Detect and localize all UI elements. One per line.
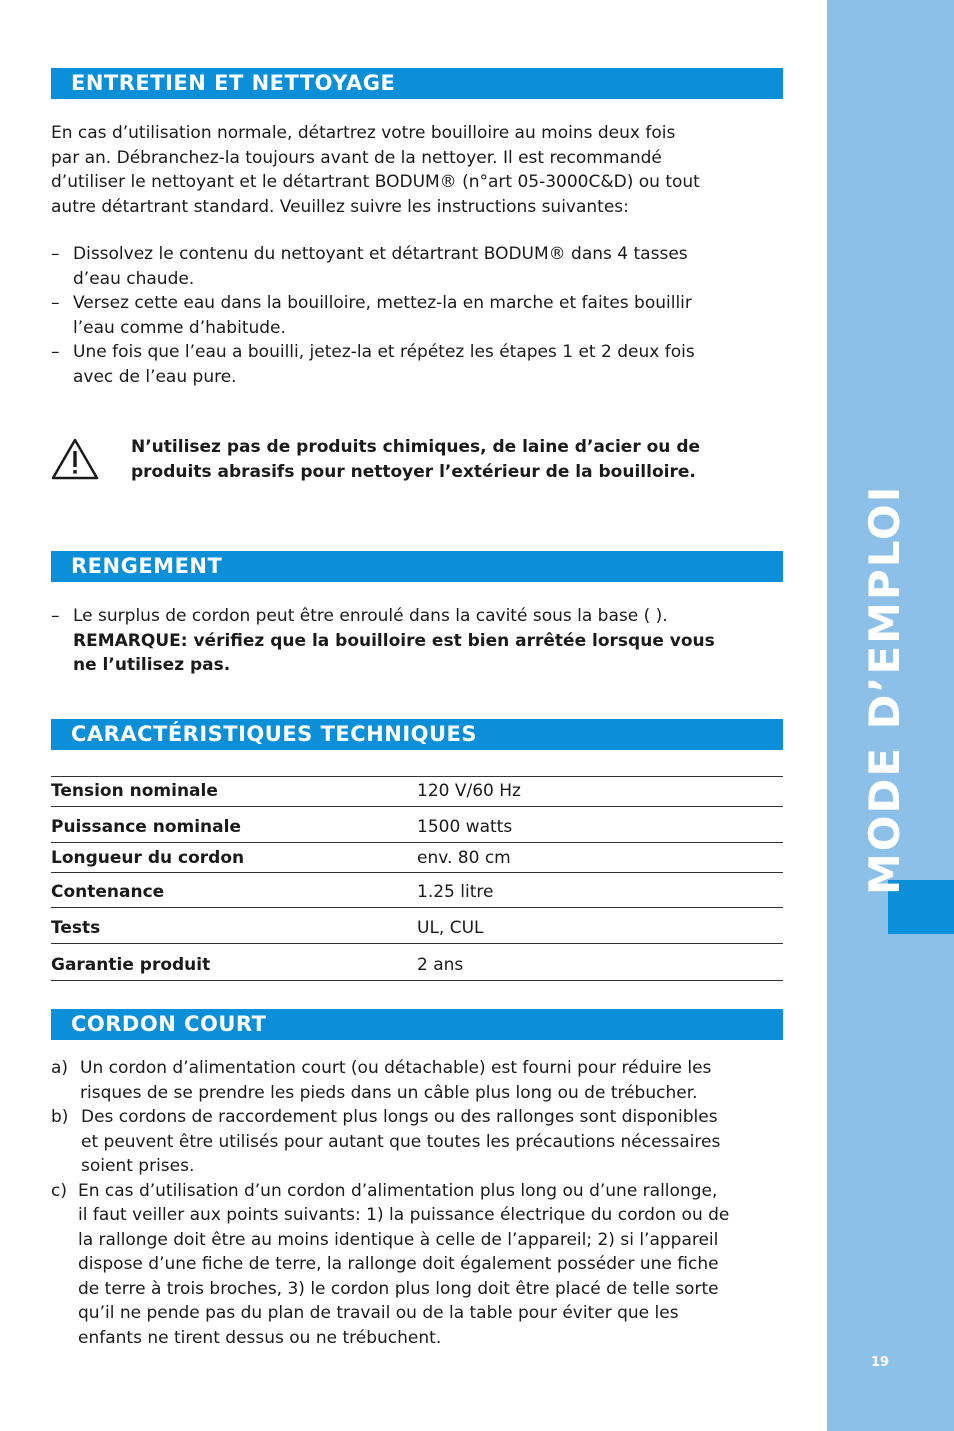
section1-intro	[51, 121, 771, 219]
list-item	[51, 242, 771, 291]
table-row	[51, 842, 783, 872]
dash: –	[51, 293, 60, 313]
list-item	[51, 1056, 791, 1105]
table-row	[51, 907, 783, 943]
specs-table	[51, 776, 783, 981]
spec-value: 2 ans	[417, 955, 464, 975]
item-line: Un cordon d’alimentation court (ou détachable) est fourni pour réduire les	[80, 1058, 712, 1078]
section-heading-caracteristiques: CARACTÉRISTIQUES TECHNIQUES	[51, 719, 783, 750]
note-line: ne l’utilisez pas.	[73, 655, 231, 675]
item-line: En cas d’utilisation d’un cordon d’alimentation plus long ou d’une rallonge,	[78, 1180, 718, 1201]
warning-line: N’utilisez pas de produits chimiques, de laine d’acier ou de	[131, 437, 701, 457]
step-line: Une fois que l’eau a bouilli, jetez-la et répétez les étapes 1 et 2 deux fois	[73, 342, 695, 362]
spec-value: 1.25 litre	[417, 882, 494, 902]
intro-line: par an. Débranchez-la toujours avant de la nettoyer. Il est recommandé	[51, 147, 662, 168]
spec-label: Tests	[51, 918, 101, 938]
spec-label: Longueur du cordon	[51, 848, 245, 868]
spec-value: env. 80 cm	[417, 848, 511, 868]
spec-label: Puissance nominale	[51, 817, 241, 837]
page-number: 19	[870, 1355, 890, 1370]
table-bottom-rule	[51, 980, 783, 981]
section-heading-cordon-court: CORDON COURT	[51, 1009, 783, 1040]
item-label: c)	[51, 1180, 67, 1201]
sidebar-title-wrap	[860, 484, 926, 895]
item-line: soient prises.	[81, 1156, 195, 1176]
step-line: Versez cette eau dans la bouilloire, mettez-la en marche et faites bouillir	[73, 293, 692, 313]
step-line: Dissolvez le contenu du nettoyant et détartrant BODUM® dans 4 tasses	[73, 244, 688, 264]
table-row	[51, 943, 783, 980]
list-item	[51, 291, 771, 340]
list-item	[51, 340, 771, 389]
item-line: dispose d’une fiche de terre, la rallonge doit également posséder une fiche	[78, 1254, 719, 1274]
item-line: Des cordons de raccordement plus longs ou des rallonges sont disponibles	[81, 1107, 718, 1127]
spec-label: Tension nominale	[51, 781, 218, 801]
step-line: d’eau chaude.	[73, 268, 195, 289]
note-line: REMARQUE: vérifiez que la bouilloire est bien arrêtée lorsque vous	[73, 630, 715, 651]
dash: –	[51, 342, 60, 362]
intro-line: En cas d’utilisation normale, détartrez votre bouilloire au moins deux fois	[51, 123, 676, 143]
step-line: avec de l’eau pure.	[73, 366, 237, 387]
item-label: b)	[51, 1107, 69, 1127]
section-heading-rengement: RENGEMENT	[51, 551, 783, 582]
spec-label: Contenance	[51, 882, 165, 902]
dash: –	[51, 244, 60, 264]
section4-body	[51, 1056, 791, 1350]
intro-line: autre détartrant standard. Veuillez suivre les instructions suivantes:	[51, 196, 629, 217]
dash: –	[51, 606, 60, 626]
list-item	[51, 1105, 791, 1179]
step-line: l’eau comme d’habitude.	[73, 317, 286, 338]
section-heading-entretien: ENTRETIEN ET NETTOYAGE	[51, 68, 783, 99]
item-line: qu’il ne pende pas du plan de travail ou de la table pour éviter que les	[78, 1303, 679, 1323]
item-line: risques de se prendre les pieds dans un câble plus long ou de trébucher.	[80, 1082, 698, 1103]
spec-value: 1500 watts	[417, 817, 513, 837]
warning-line: produits abrasifs pour nettoyer l’extérieur de la bouilloire.	[131, 462, 696, 482]
section1-steps	[51, 242, 771, 389]
list-item	[51, 1179, 791, 1351]
item-line: la rallonge doit être au moins identique à celle de l’appareil; 2) si l’appareil	[78, 1229, 719, 1250]
item-line: de terre à trois broches, 3) le cordon plus long doit être placé de telle sorte	[78, 1278, 719, 1299]
spec-value: 120 V/60 Hz	[417, 781, 521, 801]
sidebar-title: MODE D’EMPLOI	[860, 484, 909, 895]
warning-triangle-icon	[51, 437, 99, 481]
item-label: a)	[51, 1058, 69, 1078]
table-row	[51, 872, 783, 907]
table-row	[51, 776, 783, 806]
item-line: il faut veiller aux points suivants: 1) la puissance électrique du cordon ou de	[78, 1205, 730, 1225]
item-line: et peuvent être utilisés pour autant que toutes les précautions nécessaires	[81, 1131, 721, 1152]
section2-body	[51, 604, 781, 678]
table-row	[51, 806, 783, 842]
spec-value: UL, CUL	[417, 918, 484, 938]
spec-label: Garantie produit	[51, 955, 211, 975]
item-line: enfants ne tirent dessus ou ne trébuchent.	[78, 1327, 442, 1348]
warning-text	[131, 435, 771, 485]
list-item	[51, 604, 781, 678]
rengement-line: Le surplus de cordon peut être enroulé dans la cavité sous la base ( ).	[73, 606, 668, 626]
intro-line: d’utiliser le nettoyant et le détartrant BODUM® (n°art 05-3000C&D) ou tout	[51, 172, 700, 192]
